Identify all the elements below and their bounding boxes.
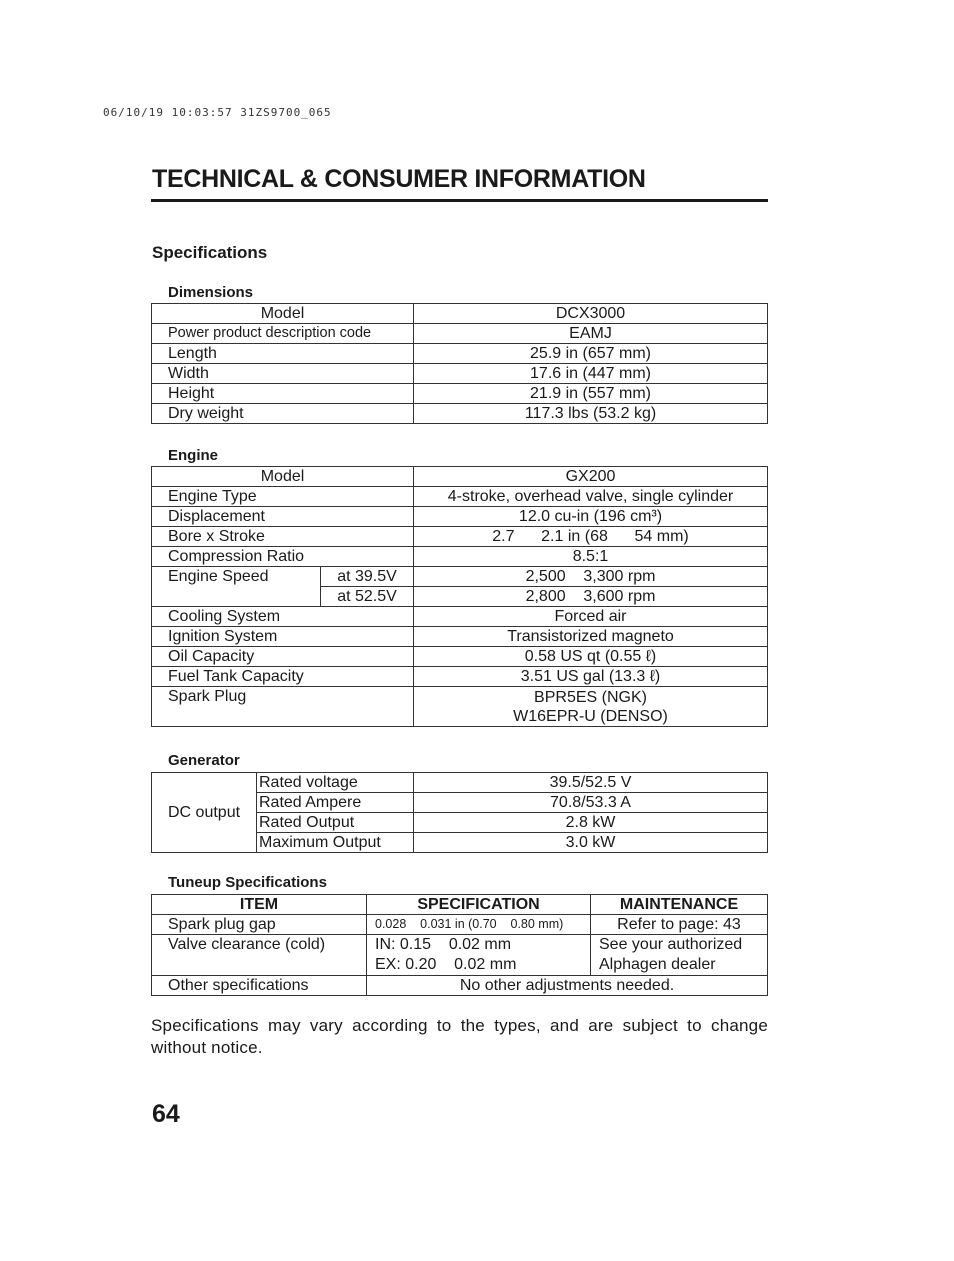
maintenance-line-1: See your authorized xyxy=(599,936,743,953)
cell-label: Maximum Output xyxy=(257,833,414,853)
cell-value: 3.0 kW xyxy=(414,833,768,853)
cell-label: Compression Ratio xyxy=(152,547,414,567)
dimensions-heading: Dimensions xyxy=(168,284,254,301)
table-row xyxy=(152,344,768,364)
table-row xyxy=(152,487,768,507)
cell-value: 70.8/53.3 A xyxy=(414,793,768,813)
table-row xyxy=(152,627,768,647)
cell-value: 8.5:1 xyxy=(414,547,768,567)
table-row xyxy=(152,607,768,627)
engine-heading: Engine xyxy=(168,447,219,464)
table-header-row xyxy=(152,895,768,915)
page-number: 64 xyxy=(152,1100,180,1128)
cell-value: 2.7 2.1 in (68 54 mm) xyxy=(414,527,768,547)
table-row xyxy=(152,467,768,487)
cell-value: 3.51 US gal (13.3 ℓ) xyxy=(414,667,768,687)
cell-value: EAMJ xyxy=(414,324,768,344)
cell-sublabel: at 52.5V xyxy=(321,587,414,607)
cell-label: Valve clearance (cold) xyxy=(152,935,367,976)
cell-label: Cooling System xyxy=(152,607,414,627)
table-row xyxy=(152,547,768,567)
spark-plug-denso: W16EPR-U (DENSO) xyxy=(513,707,668,725)
cell-label: Spark Plug xyxy=(152,687,414,727)
table-row xyxy=(152,567,768,587)
table-row xyxy=(152,976,768,996)
table-row xyxy=(152,667,768,687)
disclaimer-note: Specifications may vary according to the types, and are subject to change without notice. xyxy=(151,1016,768,1057)
tuneup-heading: Tuneup Specifications xyxy=(168,874,327,891)
cell-label: Height xyxy=(152,384,414,404)
cell-value: 17.6 in (447 mm) xyxy=(414,364,768,384)
cell-value: 39.5/52.5 V xyxy=(414,773,768,793)
table-row xyxy=(152,935,768,976)
cell-label: Model xyxy=(152,467,414,487)
cell-label: Power product description code xyxy=(152,324,414,344)
cell-label: Width xyxy=(152,364,414,384)
cell-value: 4-stroke, overhead valve, single cylinder xyxy=(414,487,768,507)
page-title: TECHNICAL & CONSUMER INFORMATION xyxy=(152,165,646,193)
cell-value: 21.9 in (557 mm) xyxy=(414,384,768,404)
cell-sublabel: at 39.5V xyxy=(321,567,414,587)
column-header-maintenance: MAINTENANCE xyxy=(591,895,768,915)
cell-value: 2.8 kW xyxy=(414,813,768,833)
cell-maintenance: Refer to page: 43 xyxy=(591,915,768,935)
table-row xyxy=(152,647,768,667)
cell-value: No other adjustments needed. xyxy=(367,976,768,996)
table-row xyxy=(152,507,768,527)
valve-in: IN: 0.15 0.02 mm xyxy=(375,936,512,953)
cell-label: Spark plug gap xyxy=(152,915,367,935)
table-row xyxy=(152,364,768,384)
table-row xyxy=(152,687,768,727)
cell-label: Fuel Tank Capacity xyxy=(152,667,414,687)
cell-label: Ignition System xyxy=(152,627,414,647)
generator-table xyxy=(151,772,768,853)
cell-label: Oil Capacity xyxy=(152,647,414,667)
cell-value: Transistorized magneto xyxy=(414,627,768,647)
title-rule xyxy=(151,199,768,202)
maintenance-line-2: Alphagen dealer xyxy=(599,956,716,973)
generator-heading: Generator xyxy=(168,752,240,769)
table-row xyxy=(152,527,768,547)
cell-value: 25.9 in (657 mm) xyxy=(414,344,768,364)
cell-label: Displacement xyxy=(152,507,414,527)
cell-label: Engine Type xyxy=(152,487,414,507)
cell-label: Length xyxy=(152,344,414,364)
spark-plug-ngk: BPR5ES (NGK) xyxy=(534,688,647,706)
cell-value xyxy=(414,687,768,727)
cell-label: Dry weight xyxy=(152,404,414,424)
tuneup-table xyxy=(151,894,768,996)
cell-value: 0.58 US qt (0.55 ℓ) xyxy=(414,647,768,667)
dimensions-table xyxy=(151,303,768,424)
cell-label: Rated voltage xyxy=(257,773,414,793)
cell-label: Model xyxy=(152,304,414,324)
cell-value: 12.0 cu-in (196 cm³) xyxy=(414,507,768,527)
cell-label: Bore x Stroke xyxy=(152,527,414,547)
cell-label: Engine Speed xyxy=(152,567,321,607)
print-timestamp: 06/10/19 10:03:57 31ZS9700_065 xyxy=(103,106,332,119)
cell-label: Rated Output xyxy=(257,813,414,833)
cell-value: DCX3000 xyxy=(414,304,768,324)
table-row xyxy=(152,384,768,404)
cell-spec: 0.028 0.031 in (0.70 0.80 mm) xyxy=(367,915,591,935)
table-row xyxy=(152,915,768,935)
cell-value: 117.3 lbs (53.2 kg) xyxy=(414,404,768,424)
valve-ex: EX: 0.20 0.02 mm xyxy=(375,956,517,973)
table-row xyxy=(152,404,768,424)
cell-group-label: DC output xyxy=(152,773,257,853)
cell-value: 2,500 3,300 rpm xyxy=(414,567,768,587)
table-row xyxy=(152,304,768,324)
engine-table xyxy=(151,466,768,727)
cell-value: Forced air xyxy=(414,607,768,627)
cell-label: Other specifications xyxy=(152,976,367,996)
table-row xyxy=(152,324,768,344)
cell-label: Rated Ampere xyxy=(257,793,414,813)
cell-value: GX200 xyxy=(414,467,768,487)
cell-value: 2,800 3,600 rpm xyxy=(414,587,768,607)
section-heading: Specifications xyxy=(152,243,268,262)
cell-spec xyxy=(367,935,591,976)
cell-maintenance xyxy=(591,935,768,976)
table-row xyxy=(152,773,768,793)
column-header-item: ITEM xyxy=(152,895,367,915)
column-header-specification: SPECIFICATION xyxy=(367,895,591,915)
